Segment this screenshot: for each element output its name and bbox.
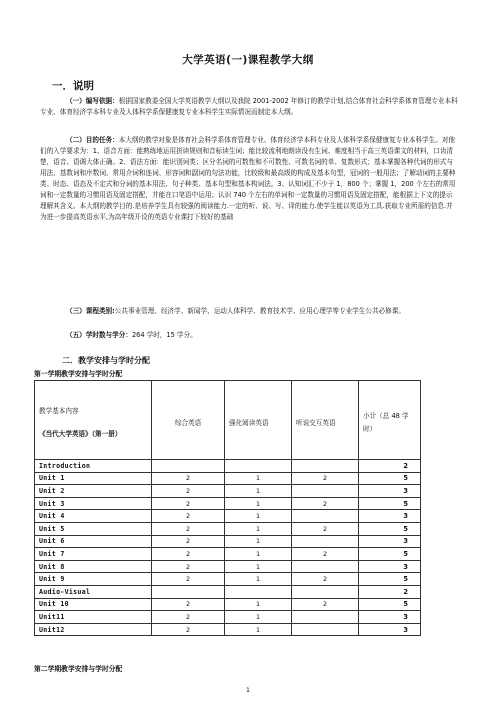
row-reading: 1 bbox=[225, 623, 292, 636]
table-row bbox=[35, 472, 421, 485]
page-title: 大学英语(一)课程教学大纲 bbox=[182, 54, 314, 66]
schedule-table bbox=[34, 380, 421, 636]
row-subtotal: 5 bbox=[359, 472, 421, 485]
row-reading bbox=[225, 460, 292, 473]
row-subtotal: 5 bbox=[359, 522, 421, 535]
row-content: Unit11 bbox=[35, 611, 152, 624]
row-content: Unit 7 bbox=[35, 548, 152, 561]
paragraph-text: 本大纲的教学对象是体育社会科学系体育管理专业、体育经济学本科专业及人体科学系保健康复专业本科学生。对他们的入学要求为：1、语音方面：能熟练地运用拼读规则和音标读生词；能比较流利地朗读没有生词、难度相当于高三英语课文的材料，口齿清楚，语音、语调大体正确。2、语法方面：能识别词类；区分名词的可数性和不可数性、可数名词的单、复数形式；基本掌握各种代词的形式与用法、基数词和序数词、常用介词和连词、形容词和副词的句法功能，比较级和最高级的构成及基本句型，冠词的一般用法；了解动词的主要种类、时态、语态及不定式和分词的基本用法、句子种类、基本句型和基本构词法。3、认知词汇不少于 1，800 个；掌握 1，200 个左右的常用词和一定数量的习惯用语及固定搭配，并能在口笔语中运用；认识 740 个左右的单词和一定数量的习惯用语及固定搭配，能根据上下文的提示理解其含义。本大纲的教学目的.是培养学生具有较强的阅读能力.一定的听、说、写、译的能力.使学生能以英语为工具.获取专业所需的信息.并为进一步提高英语水平,为高年级开设的英语专业课打下较好的基础 bbox=[40, 136, 456, 221]
row-listening: 2 bbox=[292, 522, 359, 535]
row-reading: 1 bbox=[225, 573, 292, 586]
row-reading: 1 bbox=[225, 535, 292, 548]
table-row bbox=[35, 460, 421, 473]
header-content bbox=[35, 381, 152, 460]
row-listening bbox=[292, 623, 359, 636]
row-listening: 2 bbox=[292, 497, 359, 510]
row-content: Introduction bbox=[35, 460, 152, 473]
row-content: Unit 8 bbox=[35, 560, 152, 573]
paragraph-objectives bbox=[40, 135, 458, 223]
table-header-row bbox=[35, 381, 421, 460]
table-row bbox=[35, 598, 421, 611]
page-number: 1 bbox=[245, 686, 251, 694]
textbook-label: 《当代大学英语》（第一册） bbox=[39, 430, 122, 438]
row-subtotal: 3 bbox=[359, 535, 421, 548]
table-row bbox=[35, 510, 421, 523]
table-row bbox=[35, 623, 421, 636]
row-listening bbox=[292, 510, 359, 523]
row-integrated bbox=[152, 585, 225, 598]
row-integrated: 2 bbox=[152, 472, 225, 485]
row-subtotal: 3 bbox=[359, 510, 421, 523]
table-row bbox=[35, 573, 421, 586]
paragraph-hours bbox=[40, 330, 458, 341]
row-subtotal: 5 bbox=[359, 548, 421, 561]
semester2-heading: 第二学期教学安排与学时分配 bbox=[34, 665, 123, 673]
row-listening: 2 bbox=[292, 472, 359, 485]
row-listening bbox=[292, 485, 359, 498]
row-reading: 1 bbox=[225, 598, 292, 611]
row-subtotal: 3 bbox=[359, 560, 421, 573]
paragraph-course-type bbox=[40, 306, 458, 317]
header-reading-english: 强化阅读英语 bbox=[225, 381, 292, 460]
header-content-label: 教学基本内容 bbox=[39, 407, 79, 415]
table-row bbox=[35, 611, 421, 624]
row-integrated: 2 bbox=[152, 510, 225, 523]
row-subtotal: 5 bbox=[359, 573, 421, 586]
row-reading: 1 bbox=[225, 548, 292, 561]
row-reading bbox=[225, 585, 292, 598]
table-row bbox=[35, 560, 421, 573]
table-row bbox=[35, 497, 421, 510]
row-integrated: 2 bbox=[152, 598, 225, 611]
row-listening: 2 bbox=[292, 573, 359, 586]
row-integrated: 2 bbox=[152, 548, 225, 561]
section-heading-schedule: 二．教学安排与学时分配 bbox=[62, 356, 150, 365]
row-reading: 1 bbox=[225, 560, 292, 573]
row-content: Unit 1 bbox=[35, 472, 152, 485]
row-content: Unit 2 bbox=[35, 485, 152, 498]
section-heading-description: 一．说明 bbox=[52, 80, 94, 92]
table-row bbox=[35, 485, 421, 498]
header-listening-english: 听说交互英语 bbox=[292, 381, 359, 460]
row-listening bbox=[292, 560, 359, 573]
paragraph-lead: （五）学时数与学分： bbox=[66, 331, 132, 339]
paragraph-text: 根据国家教委全国大学英语教学大纲以及我院 2001-2002 年修订的教学计划,结合体育社会科学系体育管理专业本科专业、体育经济学本科专业及人体科学系保健康复专业本科学生实际情况而制定本大纲。 bbox=[40, 97, 458, 116]
header-subtotal: 小计（总 48 学时） bbox=[359, 381, 421, 460]
table-row bbox=[35, 548, 421, 561]
row-integrated: 2 bbox=[152, 535, 225, 548]
row-content: Unit12 bbox=[35, 623, 152, 636]
row-content: Unit 5 bbox=[35, 522, 152, 535]
row-subtotal: 5 bbox=[359, 497, 421, 510]
row-integrated: 2 bbox=[152, 485, 225, 498]
header-integrated-english: 综合英语 bbox=[152, 381, 225, 460]
row-content: Unit 3 bbox=[35, 497, 152, 510]
row-subtotal: 5 bbox=[359, 598, 421, 611]
row-reading: 1 bbox=[225, 510, 292, 523]
row-integrated: 2 bbox=[152, 573, 225, 586]
paragraph-lead: （一）编写依据： bbox=[66, 97, 119, 105]
row-listening bbox=[292, 460, 359, 473]
semester1-heading: 第一学期教学安排与学时分配 bbox=[34, 370, 123, 378]
row-content: Audio-Visual bbox=[35, 585, 152, 598]
row-integrated: 2 bbox=[152, 560, 225, 573]
row-subtotal: 3 bbox=[359, 623, 421, 636]
row-integrated: 2 bbox=[152, 623, 225, 636]
table-row bbox=[35, 585, 421, 598]
table-row bbox=[35, 535, 421, 548]
row-integrated: 2 bbox=[152, 522, 225, 535]
row-content: Unit 10 bbox=[35, 598, 152, 611]
row-content: Unit 6 bbox=[35, 535, 152, 548]
row-reading: 1 bbox=[225, 611, 292, 624]
paragraph-lead: （二）目的任务： bbox=[66, 136, 119, 144]
row-subtotal: 2 bbox=[359, 460, 421, 473]
row-subtotal: 2 bbox=[359, 585, 421, 598]
table-row bbox=[35, 522, 421, 535]
row-reading: 1 bbox=[225, 522, 292, 535]
row-listening bbox=[292, 535, 359, 548]
row-reading: 1 bbox=[225, 497, 292, 510]
row-integrated: 2 bbox=[152, 611, 225, 624]
row-listening: 2 bbox=[292, 548, 359, 561]
row-subtotal: 3 bbox=[359, 611, 421, 624]
paragraph-text: 264 学时，15 学分。 bbox=[131, 331, 197, 339]
row-subtotal: 3 bbox=[359, 485, 421, 498]
row-content: Unit 4 bbox=[35, 510, 152, 523]
row-content: Unit 9 bbox=[35, 573, 152, 586]
paragraph-lead: （三）课程类别: bbox=[66, 307, 115, 315]
row-listening: 2 bbox=[292, 598, 359, 611]
paragraph-basis bbox=[40, 96, 458, 118]
row-reading: 1 bbox=[225, 472, 292, 485]
row-reading: 1 bbox=[225, 485, 292, 498]
paragraph-text: 公共事业管理、经济学、新闻学、运动人体科学、教育技术学、应用心理学等专业学生公共必修课。 bbox=[114, 307, 405, 315]
row-integrated: 2 bbox=[152, 497, 225, 510]
row-listening bbox=[292, 585, 359, 598]
row-integrated bbox=[152, 460, 225, 473]
row-listening bbox=[292, 611, 359, 624]
